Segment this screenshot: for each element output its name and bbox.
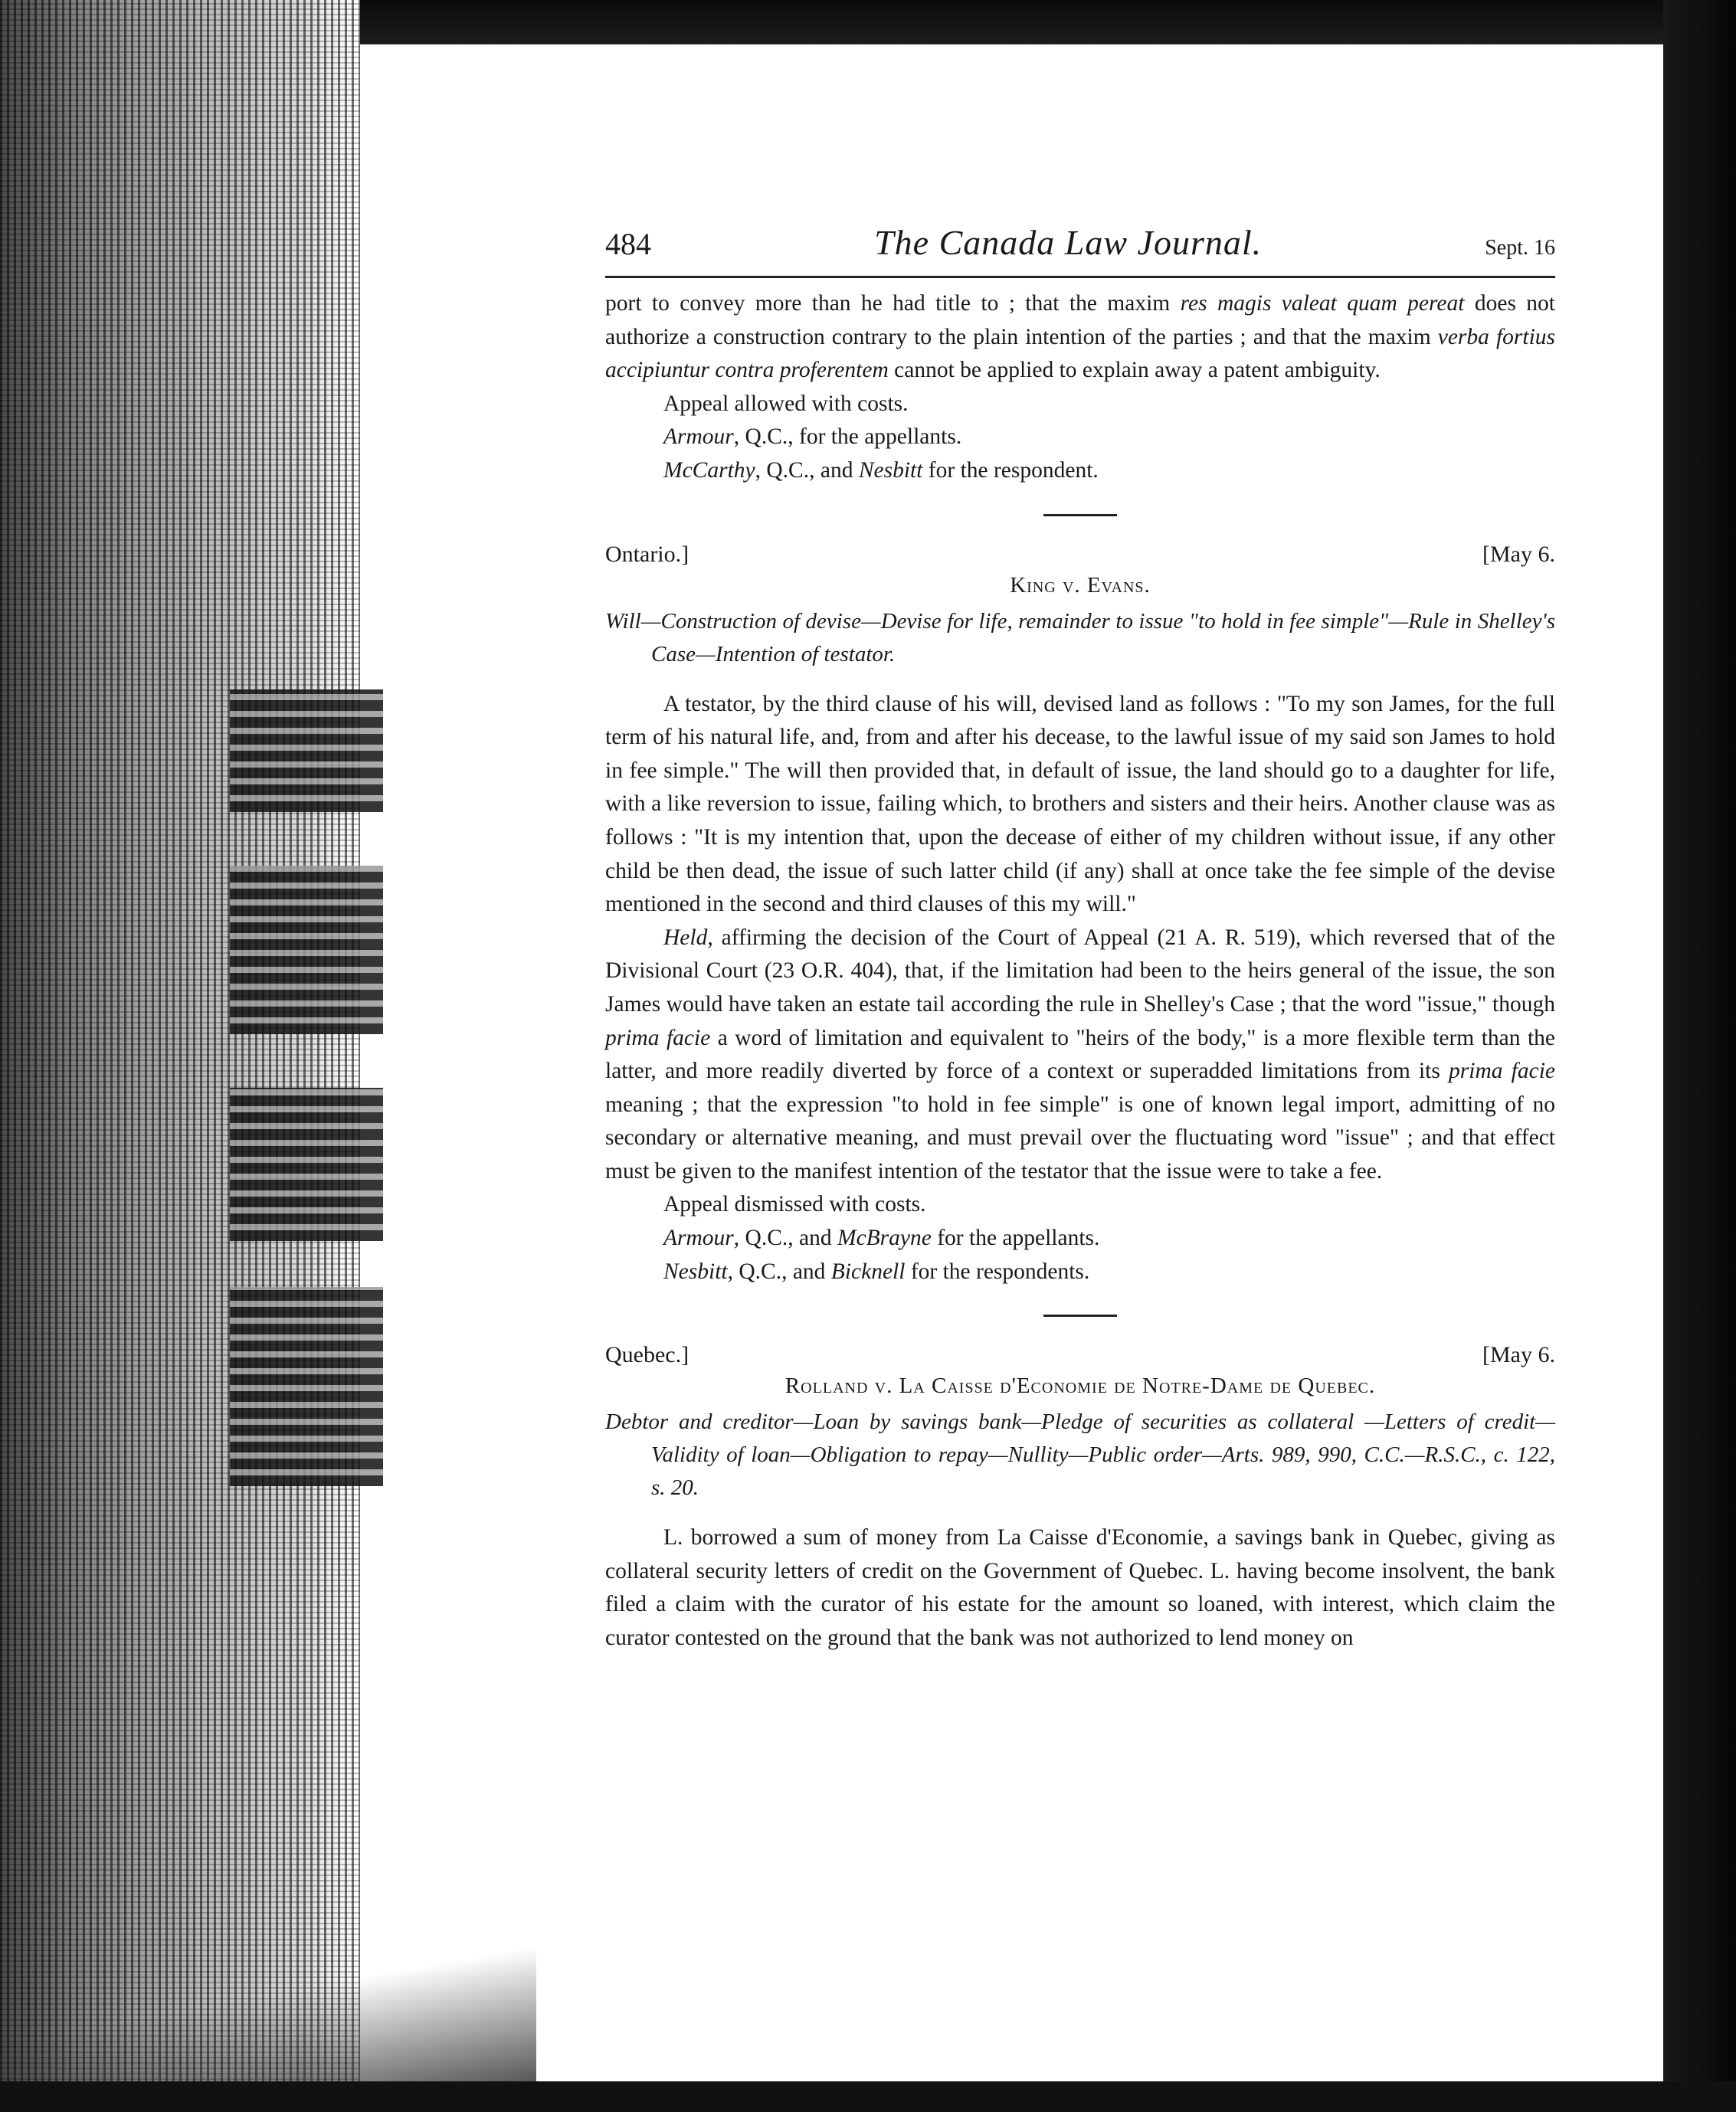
spine-band	[230, 689, 383, 812]
case2-title: King v. Evans.	[1010, 572, 1151, 598]
section-divider	[1043, 514, 1117, 516]
page-number: 484	[605, 227, 651, 261]
case2-date: [May 6.	[1482, 541, 1555, 567]
case1-paragraph: port to convey more than he had title to ; that the maxim res magis valeat quam pereat does not authorize a construction contrary to the plain intention of the parties ; and that the maxim verba fortius accipiuntur contra proferentem cannot be applied to explain away a patent ambiguity.	[605, 291, 1555, 383]
case2-paragraph-1: A testator, by the third clause of his will, devised land as follows : "To my son James, for the full term of his natural life, and, from and after his decease, to the lawful issue of my said son James to hold in fee simple." The will then provided that, in default of issue, the land should go to a daughter for life, with a like reversion to issue, failing which, to brothers and sisters and their heirs. Another clause was as follows : "It is my intention that, upon the decease of either of my children without issue, if any other child be then dead, the issue of such latter child (if any) shall at once take the fee simple of the devise mentioned in the second and third clauses of this my will."	[605, 691, 1555, 917]
case1-tail	[605, 287, 1555, 488]
case2-header	[605, 539, 1555, 570]
case-rolland-v-caisse	[605, 1340, 1555, 1655]
case2-result: Appeal dismissed with costs.	[663, 1192, 926, 1217]
running-head	[605, 222, 1555, 278]
case3-header	[605, 1340, 1555, 1370]
case3-date: [May 6.	[1482, 1342, 1555, 1368]
scan-border-right	[1663, 0, 1736, 2112]
case1-result: Appeal allowed with costs.	[663, 391, 909, 416]
case3-title: Rolland v. La Caisse d'Economie de Notre-Dame de Quebec.	[784, 1374, 1376, 1399]
spine-band	[230, 1287, 383, 1486]
case2-paragraph-held: Held, affirming the decision of the Court of Appeal (21 A. R. 519), which reversed that of the Divisional Court (23 O.R. 404), that, if the limitation had been to the heirs general of the issue, the son James would have taken an estate tail according the rule in Shelley's Case ; that the word "issue," though prima facie a word of limitation and equivalent to "heirs of the body," is a more flexible term than the latter, and more readily diverted by force of a context or superadded limitations from its prima facie meaning ; that the expression "to hold in fee simple" is one of known legal import, admitting of no secondary or alternative meaning, and must prevail over the fluctuating word "issue" ; and that effect must be given to the manifest intention of the testator that the issue were to take a fee.	[605, 925, 1555, 1184]
case2-counsel-appellants: Armour, Q.C., and McBrayne for the appellants.	[663, 1226, 1100, 1251]
spine-band	[230, 866, 383, 1034]
spine-band	[230, 1088, 383, 1241]
case-king-v-evans	[605, 539, 1555, 1289]
case3-headnote: Debtor and creditor—Loan by savings bank—Pledge of securities as collateral —Letters of credit—Validity of loan—Obligation to repay—Nullity—Public order—Arts. 989, 990, C.C.—R.S.C., c. 122, s. 20.	[605, 1410, 1555, 1501]
case3-province: Quebec.]	[605, 1342, 689, 1368]
case2-province: Ontario.]	[605, 541, 689, 567]
scan-border-bottom	[0, 2081, 1736, 2112]
book-spine	[0, 0, 360, 2112]
case2-headnote: Will—Construction of devise—Devise for life, remainder to issue "to hold in fee simple"—Rule in Shelley's Case—Intention of testator.	[605, 608, 1555, 666]
case1-counsel-respondent: McCarthy, Q.C., and Nesbitt for the respondent.	[663, 457, 1099, 483]
case2-counsel-respondents: Nesbitt, Q.C., and Bicknell for the respondents.	[663, 1259, 1090, 1284]
case3-paragraph-1: L. borrowed a sum of money from La Caisse d'Economie, a savings bank in Quebec, giving as collateral security letters of credit on the Government of Quebec. L. having become insolvent, the bank filed a claim with the curator of his estate for the amount so loaned, with interest, which claim the curator contested on the ground that the bank was not authorized to lend money on	[605, 1525, 1555, 1651]
section-divider	[1043, 1315, 1117, 1317]
case1-counsel-appellants: Armour, Q.C., for the appellants.	[663, 424, 962, 450]
journal-title: The Canada Law Journal.	[874, 223, 1263, 262]
issue-date: Sept. 16	[1485, 236, 1555, 260]
journal-page	[605, 222, 1555, 1655]
